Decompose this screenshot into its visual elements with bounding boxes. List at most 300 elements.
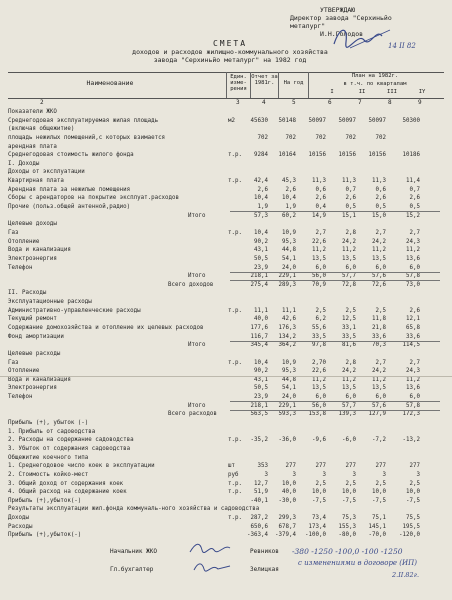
stamp-date: 14 II 82 — [388, 42, 416, 50]
approved-label: УТВЕРЖДАЮ — [320, 6, 356, 14]
row-value: 15,1 — [342, 212, 356, 219]
row-value: 57,7 — [342, 402, 356, 409]
row-value: 24,2 — [342, 238, 356, 245]
head-q1: I — [330, 89, 334, 95]
handwritten-date: 2.II.82г. — [392, 571, 420, 579]
table-row — [8, 523, 444, 531]
row-label: Фонд амортизации — [8, 333, 64, 340]
table-row — [8, 324, 444, 332]
row-value: 10186 — [402, 152, 420, 159]
row-label: Итого — [188, 273, 206, 280]
row-label: Содержание домохозяйства и отопление их целевых расходов — [8, 325, 204, 331]
row-value: 0,5 — [345, 204, 356, 211]
row-value: 593,3 — [278, 411, 296, 418]
title-line3: завода "Серхиньйо металург" на 1982 год — [153, 56, 307, 64]
row-value: 23,9 — [254, 394, 268, 401]
row-value: 11,2 — [372, 247, 386, 254]
row-label: II. Расходы — [8, 290, 47, 297]
row-value: 2,6 — [315, 195, 326, 202]
row-value: 6,0 — [345, 264, 356, 271]
row-unit: т.р. — [228, 480, 242, 487]
row-label: Итого — [188, 342, 206, 349]
row-value: 2,6 — [409, 307, 420, 314]
row-value: 10,4 — [254, 229, 268, 236]
row-value: 2,5 — [375, 480, 386, 487]
table-row — [8, 410, 444, 418]
row-value: 6,0 — [345, 394, 356, 401]
row-value: -120,0 — [399, 532, 420, 539]
row-label: Прибыль (+),убыток(-) — [8, 497, 82, 504]
row-value: 54,1 — [282, 385, 296, 392]
row-value: 1,9 — [285, 204, 296, 211]
table-row — [8, 341, 444, 349]
column-number: 8 — [388, 99, 392, 106]
table-row — [8, 462, 444, 470]
row-label: Электроэнергия — [8, 255, 57, 262]
row-label: Всего доходов — [168, 281, 214, 288]
row-label: Среднегодовая стоимость жилого фонда — [8, 152, 134, 159]
subtotal-rule — [230, 211, 440, 212]
row-unit: т.р. — [228, 515, 242, 522]
row-value: 13,6 — [406, 385, 420, 392]
row-value: 57,6 — [372, 273, 386, 280]
row-value: 10,0 — [282, 480, 296, 487]
row-value: 3 — [352, 471, 356, 478]
row-label: Всего расходов — [168, 411, 217, 418]
table-row — [8, 125, 444, 133]
row-value: 2,6 — [375, 195, 386, 202]
row-unit: м2 — [228, 117, 235, 124]
row-value: 81,6 — [342, 342, 356, 349]
row-label: Итого — [188, 402, 206, 409]
row-value: -379,4 — [275, 532, 296, 539]
row-value: 44,8 — [282, 376, 296, 383]
row-value: -70,0 — [368, 532, 386, 539]
row-value: 72,8 — [342, 281, 356, 288]
table-row — [8, 307, 444, 315]
table-row — [8, 359, 444, 367]
document-title — [100, 40, 360, 64]
accountant-name: Зелицкая — [250, 566, 279, 573]
table-row — [8, 220, 444, 228]
row-label: Текущий ремонт — [8, 316, 57, 323]
row-value: 10,0 — [406, 489, 420, 496]
row-value: 229,1 — [278, 402, 296, 409]
row-value: 10156 — [338, 152, 356, 159]
row-value: -7,5 — [342, 497, 356, 504]
row-value: 364,2 — [278, 342, 296, 349]
row-value: 229,1 — [278, 273, 296, 280]
chief-signature — [188, 540, 232, 556]
accountant-label: Гл.бухгалтер — [110, 566, 154, 573]
table-row — [8, 428, 444, 436]
row-value: 75,3 — [342, 515, 356, 522]
row-value: 90,2 — [254, 238, 268, 245]
row-value: 40,0 — [254, 316, 268, 323]
table-row — [8, 272, 444, 280]
row-value: 51,9 — [254, 489, 268, 496]
row-value: 1,9 — [257, 204, 268, 211]
row-label: 3. Убыток от содержания садоводства — [8, 445, 131, 452]
col-divider — [308, 72, 309, 98]
row-value: 13,6 — [406, 255, 420, 262]
row-value: 24,0 — [282, 394, 296, 401]
row-value: 114,5 — [402, 342, 420, 349]
table-row — [8, 350, 444, 358]
row-value: 56,0 — [312, 402, 326, 409]
row-value: 3 — [292, 471, 296, 478]
table-row — [8, 333, 444, 341]
row-value: 10156 — [368, 152, 386, 159]
head-quarters: в т.ч. по кварталам — [343, 81, 407, 87]
row-value: 2,8 — [345, 229, 356, 236]
row-label: Газ — [8, 359, 19, 366]
row-value: 50097 — [308, 117, 326, 124]
row-value: 33,6 — [372, 333, 386, 340]
row-value: 11,3 — [372, 178, 386, 185]
row-value: 95,3 — [282, 238, 296, 245]
column-number: 6 — [328, 99, 332, 106]
row-value: 70,9 — [312, 281, 326, 288]
row-label: Отопление — [8, 238, 40, 245]
row-value: 54,1 — [282, 255, 296, 262]
row-label: Вода и канализация — [8, 376, 71, 383]
chief-label: Начальник ЖКО — [110, 548, 157, 555]
row-value: 177,6 — [250, 325, 268, 331]
director-name: И.Н.Голодов — [320, 30, 364, 38]
row-unit: т.р. — [228, 437, 242, 444]
row-label: 2. Расходы на содержание садоводства — [8, 437, 134, 444]
row-label: Доходы — [8, 515, 29, 522]
row-value: 2,5 — [375, 307, 386, 314]
row-value: -36,0 — [278, 437, 296, 444]
row-value: 6,2 — [315, 316, 326, 323]
column-number: 7 — [358, 99, 362, 106]
row-value: 24,2 — [342, 368, 356, 375]
row-label: Электроэнергия — [8, 385, 57, 392]
row-value: 218,1 — [250, 402, 268, 409]
row-value: 702 — [285, 134, 296, 141]
table-row — [8, 229, 444, 237]
table-row — [8, 454, 444, 462]
table-row — [8, 402, 444, 410]
row-value: 57,8 — [406, 273, 420, 280]
row-value: 275,4 — [250, 281, 268, 288]
row-value: -7,5 — [312, 497, 326, 504]
table-row — [8, 143, 444, 151]
row-value: 127,9 — [368, 411, 386, 418]
table-row — [8, 255, 444, 263]
row-value: 195,5 — [402, 523, 420, 530]
title-line2: доходов и расходов жилищно-коммунального хозяйства — [132, 48, 328, 56]
row-value: 0,6 — [375, 186, 386, 193]
row-label: Целевые расходы — [8, 350, 61, 357]
row-value: 145,1 — [368, 523, 386, 530]
row-value: 45630 — [250, 117, 268, 124]
row-value: 43,1 — [254, 376, 268, 383]
row-label: Прибыль (+), убыток (-) — [8, 420, 89, 427]
row-value: 2,6 — [285, 186, 296, 193]
row-value: 277 — [285, 463, 296, 470]
row-label: арендная плата — [8, 143, 57, 150]
row-value: 3 — [264, 471, 268, 478]
row-value: 116,7 — [250, 333, 268, 340]
row-value: 13,5 — [312, 385, 326, 392]
row-label: Телефон — [8, 264, 33, 271]
column-number: 2 — [40, 99, 44, 106]
row-value: -7,5 — [372, 497, 386, 504]
row-value: 14,9 — [312, 212, 326, 219]
head-q3: III — [387, 89, 397, 95]
row-value: 10,0 — [372, 489, 386, 496]
row-label: Газ — [8, 229, 19, 236]
row-value: 134,2 — [278, 333, 296, 340]
row-value: 11,1 — [282, 307, 296, 314]
table-row — [8, 117, 444, 125]
row-value: 13,5 — [312, 255, 326, 262]
row-value: 40,0 — [282, 489, 296, 496]
row-label: Квартирная плата — [8, 178, 64, 185]
row-value: 2,6 — [409, 195, 420, 202]
row-label: I. Доходы — [8, 160, 40, 167]
row-value: 0,4 — [315, 204, 326, 211]
row-value: 11,3 — [342, 178, 356, 185]
row-value: 56,0 — [312, 273, 326, 280]
row-value: 0,5 — [375, 204, 386, 211]
row-label: Среднегодовая эксплуатируемая жилая площадь — [8, 117, 159, 124]
row-value: 50300 — [402, 117, 420, 124]
row-value: 6,0 — [375, 394, 386, 401]
row-unit: т.р. — [228, 152, 242, 159]
row-label: Общежитие коечного типа — [8, 454, 89, 461]
row-value: -13,2 — [402, 437, 420, 444]
row-value: 55,6 — [312, 325, 326, 331]
table-row — [8, 298, 444, 306]
table-row — [8, 289, 444, 297]
row-value: 10,0 — [312, 489, 326, 496]
table-row — [8, 108, 444, 116]
row-unit: т.р. — [228, 178, 242, 185]
row-value: 289,3 — [278, 281, 296, 288]
row-value: 60,2 — [282, 212, 296, 219]
row-value: 57,6 — [372, 402, 386, 409]
subtotal-rule — [230, 410, 440, 411]
row-value: 12,1 — [406, 316, 420, 323]
director-line2: металург" — [290, 22, 326, 30]
row-label: Целевые доходы — [8, 221, 57, 228]
row-value: 33,5 — [312, 333, 326, 340]
row-value: 277 — [409, 463, 420, 470]
row-value: 24,2 — [372, 368, 386, 375]
table-row — [8, 514, 444, 522]
row-value: 2,8 — [345, 359, 356, 366]
row-value: 6,0 — [375, 264, 386, 271]
subtotal-rule — [230, 401, 440, 402]
row-label: 2. Стоимость койко-мест — [8, 471, 89, 478]
row-label: Сборы с арендаторов на покрытие эксплуат.расходов — [8, 195, 180, 202]
row-value: 10,9 — [282, 359, 296, 366]
row-label: Результаты эксплуатации жил.фонда коммуналь-ного хозяйства и садоводства — [8, 506, 260, 513]
row-label: 1. Среднегодовое число коек в эксплуатации — [8, 463, 155, 470]
row-value: 22,6 — [312, 368, 326, 375]
head-unit: Един. изме-рения — [230, 74, 247, 92]
row-value: 6,0 — [409, 264, 420, 271]
row-value: 702 — [345, 134, 356, 141]
row-value: 0,7 — [345, 186, 356, 193]
row-value: 21,8 — [372, 325, 386, 331]
row-value: 13,5 — [342, 255, 356, 262]
head-plan: План на 1982г. — [351, 73, 399, 79]
row-value: 10,4 — [254, 359, 268, 366]
chief-name: Ревников — [250, 548, 279, 555]
table-row — [8, 186, 444, 194]
table-row — [8, 194, 444, 202]
table-row — [8, 315, 444, 323]
row-value: 12,5 — [342, 316, 356, 323]
row-value: 353 — [257, 463, 268, 470]
row-value: 13,5 — [342, 385, 356, 392]
row-value: -80,0 — [338, 532, 356, 539]
row-label: 1. Прибыль от садоводства — [8, 428, 96, 435]
table-row — [8, 168, 444, 176]
row-value: 2,5 — [345, 480, 356, 487]
row-unit: т.р. — [228, 359, 242, 366]
table-row — [8, 212, 444, 220]
table-head-rule — [8, 98, 444, 99]
row-label: 4. Общий расход на содержание коек — [8, 489, 127, 496]
row-label: Вода и канализация — [8, 247, 71, 254]
table-row — [8, 134, 444, 142]
director-line1: Директор завода "Серхиньйо — [290, 14, 392, 22]
row-value: 50148 — [278, 117, 296, 124]
row-value: 299,3 — [278, 515, 296, 522]
row-label: Доходы от эксплуатации — [8, 169, 85, 176]
table-row — [8, 281, 444, 289]
row-value: 57,7 — [342, 273, 356, 280]
row-value: 24,3 — [406, 238, 420, 245]
accountant-signature — [192, 560, 232, 574]
row-value: 139,3 — [338, 411, 356, 418]
row-value: 11,2 — [372, 376, 386, 383]
row-value: 6,0 — [315, 394, 326, 401]
row-value: 50,5 — [254, 255, 268, 262]
row-unit: т.р. — [228, 489, 242, 496]
row-value: 10,4 — [282, 195, 296, 202]
row-value: 95,3 — [282, 368, 296, 375]
table-row — [8, 436, 444, 444]
table-row — [8, 505, 444, 513]
row-value: 44,8 — [282, 247, 296, 254]
head-year: На год — [283, 80, 304, 86]
row-value: 65,8 — [406, 325, 420, 331]
row-value: -7,2 — [372, 437, 386, 444]
row-value: 176,3 — [278, 325, 296, 331]
subtotal-rule — [230, 341, 440, 342]
row-value: 218,1 — [250, 273, 268, 280]
row-value: 10,9 — [282, 229, 296, 236]
row-value: 33,6 — [406, 333, 420, 340]
row-value: 0,6 — [315, 186, 326, 193]
row-value: 70,3 — [372, 342, 386, 349]
row-value: 10156 — [308, 152, 326, 159]
head-fact: Отчет за 1981г. — [251, 74, 278, 86]
table-row — [8, 419, 444, 427]
row-value: 15,2 — [406, 212, 420, 219]
subtotal-rule — [230, 272, 440, 273]
row-value: -100,0 — [305, 532, 326, 539]
row-value: 6,0 — [409, 394, 420, 401]
row-value: 33,1 — [342, 325, 356, 331]
row-value: 2,6 — [345, 195, 356, 202]
row-value: 277 — [315, 463, 326, 470]
column-number: 5 — [292, 99, 296, 106]
row-value: -6,0 — [342, 437, 356, 444]
table-row — [8, 384, 444, 392]
row-value: 702 — [375, 134, 386, 141]
table-row — [8, 177, 444, 185]
row-label: Эксплуатационные расходы — [8, 299, 92, 306]
row-value: 57,8 — [406, 402, 420, 409]
row-value: 3 — [382, 471, 386, 478]
table-row — [8, 246, 444, 254]
row-value: 153,8 — [308, 411, 326, 418]
row-value: 75,1 — [372, 515, 386, 522]
head-q4: IY — [418, 89, 426, 95]
row-value: 3 — [322, 471, 326, 478]
row-value: 11,2 — [406, 376, 420, 383]
row-label: Показатели ЖКО — [8, 109, 57, 115]
table-row — [8, 471, 444, 479]
row-value: 3 — [416, 471, 420, 478]
head-q2: II — [358, 89, 366, 95]
table-row — [8, 445, 444, 453]
row-value: -9,6 — [312, 437, 326, 444]
row-value: 11,1 — [254, 307, 268, 314]
row-label: площадь нежилых помещений,с которых взимается — [8, 134, 166, 141]
row-unit: т.р. — [228, 229, 242, 236]
row-value: 33,5 — [342, 333, 356, 340]
subtotal-rule — [230, 280, 440, 281]
table-row — [8, 151, 444, 159]
row-value: 2,6 — [257, 186, 268, 193]
row-value: 2,5 — [345, 307, 356, 314]
row-unit: т.р. — [228, 307, 242, 314]
table-row — [8, 376, 444, 384]
row-value: -30,0 — [278, 497, 296, 504]
table-row — [8, 393, 444, 401]
row-label: Прибыль (+),убыток(-) — [8, 532, 82, 539]
row-value: 2,5 — [409, 480, 420, 487]
row-value: 0,7 — [409, 186, 420, 193]
column-number: 3 — [236, 99, 240, 106]
row-value: -363,4 — [247, 532, 268, 539]
row-label: Прочие (польз.общей антенной,радио) — [8, 204, 131, 211]
row-label: Расходы — [8, 523, 33, 530]
row-value: -35,2 — [250, 437, 268, 444]
row-label: Телефон — [8, 394, 33, 401]
row-value: 2,7 — [409, 359, 420, 366]
row-value: 50,5 — [254, 385, 268, 392]
row-value: 11,2 — [342, 247, 356, 254]
row-value: 678,7 — [278, 523, 296, 530]
row-value: 702 — [257, 134, 268, 141]
row-value: 90,2 — [254, 368, 268, 375]
head-name: Наименование — [86, 79, 134, 87]
title-smeta: СМЕТА — [212, 39, 248, 48]
row-value: 57,3 — [254, 212, 268, 219]
row-value: 287,2 — [250, 515, 268, 522]
page-fold — [0, 376, 452, 377]
